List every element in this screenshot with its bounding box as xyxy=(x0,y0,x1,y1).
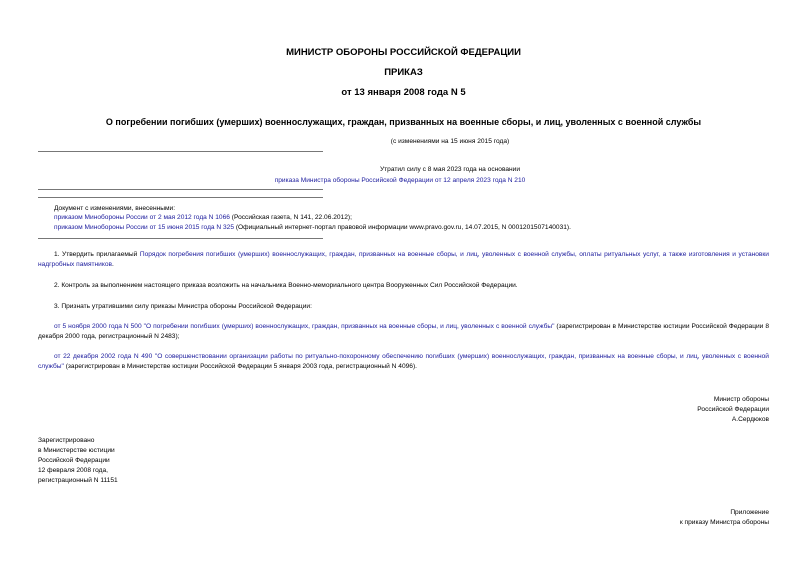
repealed-order-link-500[interactable]: от 5 ноября 2000 года N 500 "О погребении погибших (умерших) военнослужащих, граждан, призванных на военные сборы, и лиц, уволенных с военной службы" xyxy=(54,323,555,330)
divider-rule xyxy=(38,189,323,190)
registration-line: в Министерстве юстиции xyxy=(38,447,115,454)
registration-line: 12 февраля 2008 года, xyxy=(38,467,108,474)
signature-title: Министр обороны xyxy=(713,396,769,403)
signature-org: Российской Федерации xyxy=(697,406,769,413)
repeal-link[interactable]: приказа Министра обороны Российской Федерации от 12 апреля 2023 года N 210 xyxy=(274,177,526,184)
amendment-link[interactable]: приказом Минобороны России от 15 июня 2015 года N 325 xyxy=(54,224,235,231)
paragraph-1 xyxy=(38,250,769,270)
appendix-label: Приложение xyxy=(730,509,769,516)
paragraph-1-pre: 1. Утвердить прилагаемый xyxy=(54,251,140,258)
divider-rule xyxy=(38,151,323,152)
amendment-link[interactable]: приказом Минобороны России от 2 мая 2012 года N 1066 xyxy=(54,214,230,221)
registration-line: регистрационный N 11151 xyxy=(38,477,118,484)
amendment-text: (Официальный интернет-портал правовой информации www.pravo.gov.ru, 14.07.2015, N 0001201507140031). xyxy=(234,224,571,231)
paragraph-2: 2. Контроль за выполнением настоящего приказа возложить на начальника Военно-мемориального центра Вооруженных Сил Российской Федерации. xyxy=(54,282,518,289)
date-number: от 13 января 2008 года N 5 xyxy=(341,87,466,98)
ministry-title: МИНИСТР ОБОРОНЫ РОССИЙСКОЙ ФЕДЕРАЦИИ xyxy=(286,47,521,58)
doc-subject: О погребении погибших (умерших) военнослужащих, граждан, призванных на военные сборы, и лиц, уволенных с военной службы xyxy=(105,117,702,127)
paragraph-1-post: . xyxy=(112,261,114,268)
amendments-intro: Документ с изменениями, внесенными: xyxy=(54,205,176,212)
procedure-link[interactable]: Порядок погребения погибших (умерших) военнослужащих, граждан, призванных на военные сборы, и лиц, уволенных с военной службы, оплаты ритуальных услуг, а также изготовления и установки надгробных памятников xyxy=(38,251,769,268)
registration-line: Российской Федерации xyxy=(38,457,110,464)
doc-type: ПРИКАЗ xyxy=(384,67,423,78)
registration-line: Зарегистрировано xyxy=(38,437,95,444)
amendment-text: (Российская газета, N 141, 22.06.2012); xyxy=(229,214,352,221)
paragraph-5 xyxy=(38,352,769,372)
appendix-ref: к приказу Министра обороны xyxy=(679,519,769,526)
amend-note: (с изменениями на 15 июня 2015 года) xyxy=(390,138,510,145)
repealed-order-link-490[interactable]: от 22 декабря 2002 года N 490 "О совершенствовании организации работы по ритуально-похоронному обеспечению погибших (умерших) военнослужащих, граждан, призванных на военные сборы, и лиц, уволенных с военной службы" xyxy=(38,353,769,370)
divider-rule xyxy=(38,197,323,198)
amendment-item xyxy=(54,213,352,222)
paragraph-3: 3. Признать утратившими силу приказы Министра обороны Российской Федерации: xyxy=(54,303,312,310)
signature-name: А.Сердюков xyxy=(731,416,769,423)
paragraph-4-post: (зарегистрирован в Министерстве юстиции Российской Федерации 8 декабря 2000 года, регистрационный N 2483); xyxy=(38,323,769,340)
paragraph-5-post: (зарегистрирован в Министерстве юстиции Российской Федерации 5 января 2003 года, регистрационный N 4096). xyxy=(63,363,417,370)
repeal-note: Утратил силу с 8 мая 2023 года на основании xyxy=(379,166,521,173)
divider-rule xyxy=(38,238,323,239)
amendment-item xyxy=(54,223,571,232)
paragraph-4 xyxy=(38,322,769,342)
